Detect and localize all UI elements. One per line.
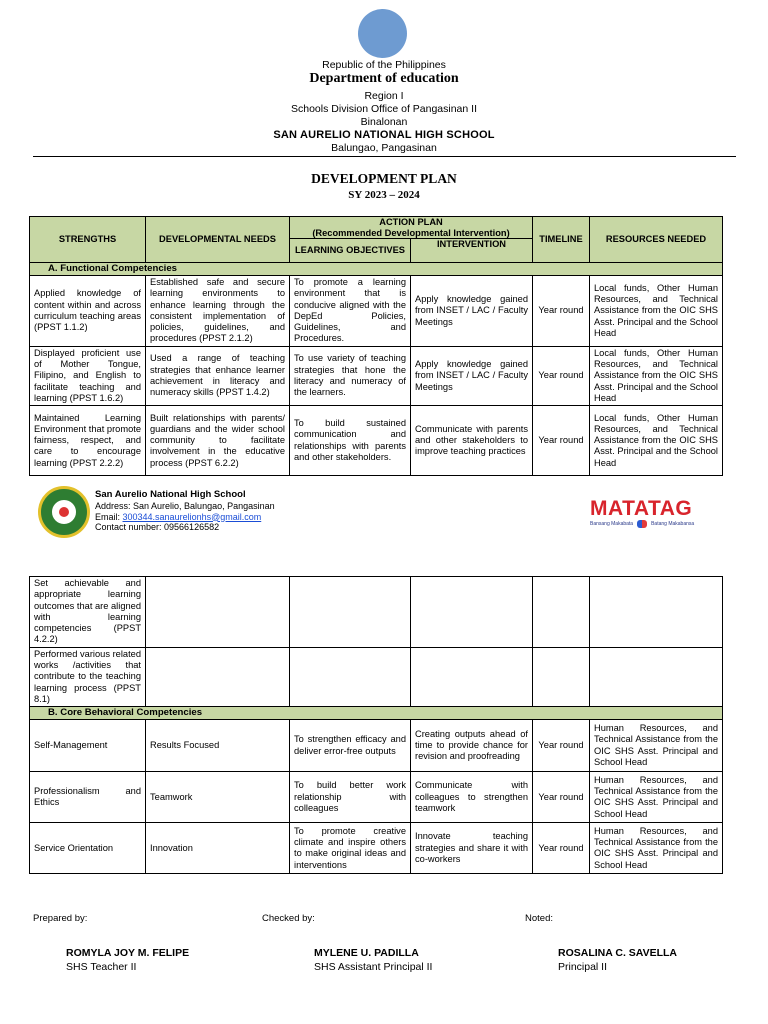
header-republic: Republic of the Philippines xyxy=(322,59,446,71)
cell-strength: Service Orientation xyxy=(30,823,146,874)
footer-email-line xyxy=(95,512,275,523)
cell-need: Teamwork xyxy=(146,772,290,823)
action-plan-title: ACTION PLAN xyxy=(379,217,443,227)
action-plan-subtitle: (Recommended Developmental Intervention) xyxy=(312,227,510,238)
cell-timeline: Year round xyxy=(533,346,590,405)
table-row xyxy=(30,772,723,823)
header-municipality: Binalonan xyxy=(360,116,408,128)
matatag-logo xyxy=(590,497,705,528)
cell-strength: Maintained Learning Environment that promote fairness, respect, and care to encourage learning (PPST 2.2.2) xyxy=(30,406,146,476)
cell-intervention: Communicate with colleagues to strengthen teamwork xyxy=(411,772,533,823)
header-division: Schools Division Office of Pangasinan II xyxy=(291,103,477,115)
cell-objective: To use variety of teaching strategies that hone the literacy and numeracy of the learners. xyxy=(290,346,411,405)
cell-intervention: Creating outputs ahead of time to provide chance for revision and proofreading xyxy=(411,720,533,772)
development-plan-table xyxy=(29,216,723,476)
header-divider xyxy=(33,156,736,157)
col-learning-objectives: LEARNING OBJECTIVES xyxy=(290,239,411,263)
header-region: Region I xyxy=(364,90,404,102)
col-dev-needs: DEVELOPMENTAL NEEDS xyxy=(146,217,290,263)
table-row xyxy=(30,647,723,706)
cell-objective: To build sustained communication and relationships with parents and other stakeholders. xyxy=(290,406,411,476)
matatag-tagline-right: Batang Makabansa xyxy=(651,521,695,527)
footer-email-link[interactable]: 300344.sanaurelionhs@gmail.com xyxy=(122,511,262,522)
signatory-name: MYLENE U. PADILLA xyxy=(314,947,419,959)
cell-need: Used a range of teaching strategies that enhance learner achievement in literacy and numeracy skills (PPST 1.4.2) xyxy=(146,346,290,405)
matatag-tagline-left: Bansang Makabata xyxy=(590,521,634,527)
cell-timeline: Year round xyxy=(533,276,590,347)
signatory-name: ROSALINA C. SAVELLA xyxy=(558,947,678,959)
checked-by-label: Checked by: xyxy=(262,913,315,924)
col-resources: RESOURCES NEEDED xyxy=(590,217,723,263)
table-row xyxy=(30,720,723,772)
footer-school-name: San Aurelio National High School xyxy=(95,489,246,500)
noted-label: Noted: xyxy=(525,913,553,924)
table-row xyxy=(30,577,723,648)
signatory-position: Principal II xyxy=(558,961,608,973)
signatory-name: ROMYLA JOY M. FELIPE xyxy=(66,947,190,959)
table-row xyxy=(30,406,723,476)
signatory-prepared xyxy=(66,947,189,973)
signatory-position: SHS Assistant Principal II xyxy=(314,961,433,973)
cell-resources: Human Resources, and Technical Assistance from the OIC SHS Asst. Principal and School Head xyxy=(590,772,723,823)
matatag-tagline xyxy=(590,520,705,528)
cell-objective: To build better work relationship with colleagues xyxy=(290,772,411,823)
matatag-wordmark: MATATAG xyxy=(590,497,693,520)
section-functional: A. Functional Competencies xyxy=(30,263,723,276)
col-intervention: INTERVENTION xyxy=(411,239,533,263)
deped-seal-icon xyxy=(358,9,407,58)
cell-timeline: Year round xyxy=(533,772,590,823)
signatory-checked xyxy=(314,947,432,973)
cell-objective: To promote a learning environment that is conducive aligned with the DepEd Policies, Guidelines, and Procedures. xyxy=(290,276,411,347)
header-department: Department of education xyxy=(309,71,459,86)
cell-strength: Applied knowledge of content within and across curriculum teaching areas (PPST 1.1.2) xyxy=(30,276,146,347)
signatory-position: SHS Teacher II xyxy=(66,961,137,973)
col-strengths: STRENGTHS xyxy=(30,217,146,263)
cell-resources: Human Resources, and Technical Assistance from the OIC SHS Asst. Principal and School Head xyxy=(590,823,723,874)
heart-icon xyxy=(637,520,647,528)
cell-timeline: Year round xyxy=(533,823,590,874)
cell-timeline: Year round xyxy=(533,720,590,772)
cell-timeline: Year round xyxy=(533,406,590,476)
table-row xyxy=(30,276,723,347)
cell-intervention: Communicate with parents and other stakeholders to improve teaching practices xyxy=(411,406,533,476)
cell-resources: Local funds, Other Human Resources, and Technical Assistance from the OIC SHS Asst. Principal and the School Head xyxy=(590,276,723,347)
cell-resources: Local funds, Other Human Resources, and Technical Assistance from the OIC SHS Asst. Principal and the School Head xyxy=(590,406,723,476)
cell-strength: Displayed proficient use of Mother Tongue, Filipino, and English to facilitate teaching and learning (PPST 1.6.2) xyxy=(30,346,146,405)
cell-intervention: Apply knowledge gained from INSET / LAC / Faculty Meetings xyxy=(411,346,533,405)
table-row xyxy=(30,823,723,874)
school-year: SY 2023 – 2024 xyxy=(348,189,420,201)
header-address: Balungao, Pangasinan xyxy=(331,142,437,154)
cell-intervention: Apply knowledge gained from INSET / LAC / Faculty Meetings xyxy=(411,276,533,347)
cell-objective: To promote creative climate and inspire others to make original ideas and interventions xyxy=(290,823,411,874)
cell-need: Built relationships with parents/ guardians and the wider school community to facilitate involvement in the educative process (PPST 6.2.2) xyxy=(146,406,290,476)
cell-resources: Local funds, Other Human Resources, and Technical Assistance from the OIC SHS Asst. Principal and the School Head xyxy=(590,346,723,405)
col-action-plan xyxy=(290,217,533,239)
cell-strength: Self-Management xyxy=(30,720,146,772)
section-core-behavioral: B. Core Behavioral Competencies xyxy=(30,707,723,720)
footer-contact: Contact number: 09566126582 xyxy=(95,522,220,533)
header-school: SAN AURELIO NATIONAL HIGH SCHOOL xyxy=(273,129,495,141)
col-timeline: TIMELINE xyxy=(533,217,590,263)
page-title: DEVELOPMENT PLAN xyxy=(311,171,457,186)
table-row xyxy=(30,346,723,405)
cell-intervention: Innovate teaching strategies and share it with co-workers xyxy=(411,823,533,874)
cell-need: Innovation xyxy=(146,823,290,874)
cell-strength: Professionalism and Ethics xyxy=(30,772,146,823)
cell-need: Results Focused xyxy=(146,720,290,772)
school-logo-icon xyxy=(38,486,90,538)
school-contact-block xyxy=(95,490,275,533)
development-plan-table-continued xyxy=(29,576,723,874)
cell-need: Established safe and secure learning environments to enhance learning through the consistent implementation of policies, guidelines, and procedures (PPST 2.1.2) xyxy=(146,276,290,347)
cell-strength: Performed various related works /activities that contribute to the teaching learning process (PPST 8.1) xyxy=(30,647,146,706)
prepared-by-label: Prepared by: xyxy=(33,913,88,924)
signatory-noted xyxy=(558,947,677,973)
cell-strength: Set achievable and appropriate learning outcomes that are aligned with learning competencies (PPST 4.2.2) xyxy=(30,577,146,648)
footer-email-label: Email: xyxy=(95,511,123,522)
cell-resources: Human Resources, and Technical Assistance from the OIC SHS Asst. Principal and School Head xyxy=(590,720,723,772)
cell-objective: To strengthen efficacy and deliver error-free outputs xyxy=(290,720,411,772)
footer-address: Address: San Aurelio, Balungao, Pangasinan xyxy=(95,500,275,511)
